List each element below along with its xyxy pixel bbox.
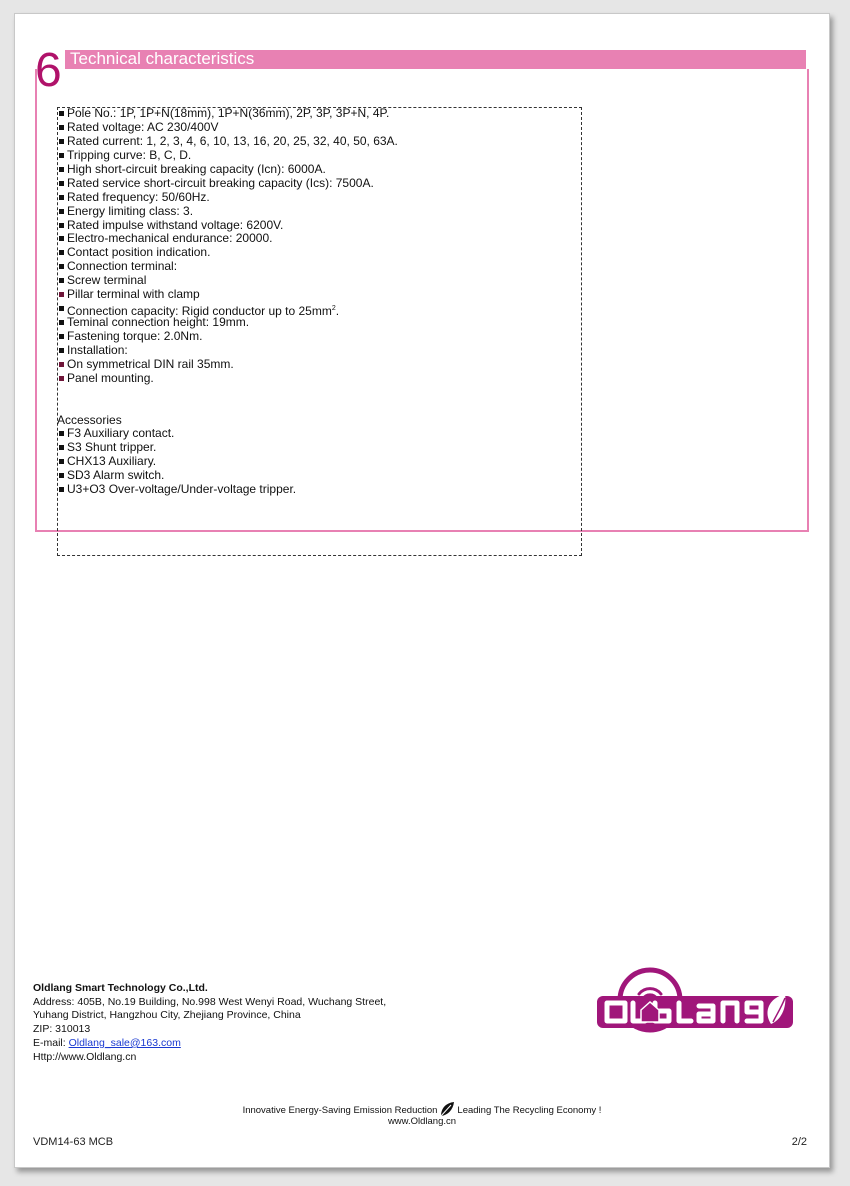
bullet-icon (59, 445, 64, 450)
bullet-icon (59, 264, 64, 269)
characteristic-item (59, 163, 398, 177)
slogan-right: Leading The Recycling Economy ! (457, 1105, 602, 1117)
superscript: 2 (331, 305, 336, 313)
accessory-text: SD3 Alarm switch. (67, 467, 165, 482)
characteristic-text: Energy limiting class: 3. (67, 203, 194, 218)
characteristic-item (59, 219, 398, 233)
email-label: E-mail: (33, 1036, 69, 1049)
characteristic-item (59, 246, 398, 260)
bullet-icon (59, 376, 64, 381)
accessory-text: F3 Auxiliary contact. (67, 426, 175, 440)
footer-page-number: 2/2 (791, 1136, 807, 1148)
accessories-heading: Accessories (57, 413, 122, 427)
bullet-icon (59, 348, 64, 353)
bullet-icon (59, 362, 64, 367)
bullet-icon (59, 195, 64, 200)
characteristic-item (59, 135, 398, 149)
characteristic-item (59, 316, 398, 330)
characteristic-item (59, 330, 398, 344)
accessory-text: CHX13 Auxiliary. (67, 453, 157, 468)
characteristic-text: Pole No.: 1P, 1P+N(18mm), 1P+N(36mm), 2P, 3P, 3P+N, 4P. (67, 106, 390, 120)
footer-model: VDM14-63 MCB (33, 1136, 114, 1148)
characteristic-item (59, 302, 398, 319)
characteristic-item (59, 107, 398, 121)
slogan-website: www.Oldlang.cn (387, 1116, 457, 1127)
bullet-icon (59, 111, 64, 116)
bullet-icon (59, 431, 64, 436)
characteristic-item (59, 177, 398, 191)
characteristic-text: Rated current: 1, 2, 3, 4, 6, 10, 13, 16, 20, 25, 32, 40, 50, 63A. (67, 133, 398, 148)
bullet-icon (59, 487, 64, 492)
bullet-icon (59, 320, 64, 325)
bullet-icon (59, 334, 64, 339)
characteristic-text: High short-circuit breaking capacity (Icn): 6000A. (67, 161, 326, 176)
characteristic-text: Electro-mechanical endurance: 20000. (67, 231, 273, 246)
characteristic-item (59, 121, 398, 135)
accessory-item (59, 441, 296, 455)
characteristics-list (59, 107, 398, 386)
slogan-left: Innovative Energy-Saving Emission Reduction (242, 1105, 438, 1117)
bullet-icon (59, 236, 64, 241)
accessory-item (59, 427, 296, 441)
company-info (33, 982, 386, 1064)
characteristic-text: Teminal connection height: 19mm. (67, 315, 250, 330)
section-number: 6 (35, 44, 62, 97)
bullet-icon (59, 153, 64, 158)
characteristic-item (59, 205, 398, 219)
oldlang-logo (595, 966, 795, 1038)
bullet-icon (59, 181, 64, 186)
bullet-icon (59, 223, 64, 228)
accessory-item (59, 469, 296, 483)
characteristic-text: Pillar terminal with clamp (67, 287, 200, 302)
characteristic-text: Rated service short-circuit breaking capacity (Ics): 7500A. (67, 175, 374, 190)
bullet-icon (59, 139, 64, 144)
characteristic-text: Connection capacity: Rigid conductor up to 25mm (67, 304, 332, 319)
characteristic-text: Rated voltage: AC 230/400V (67, 119, 219, 134)
bullet-icon (59, 209, 64, 214)
characteristic-item (59, 232, 398, 246)
characteristic-item (59, 191, 398, 205)
characteristic-item (59, 358, 398, 372)
company-zip: ZIP: 310013 (33, 1023, 91, 1036)
characteristic-item (59, 149, 398, 163)
characteristic-text: Rated frequency: 50/60Hz. (67, 189, 210, 204)
bullet-icon (59, 292, 64, 297)
characteristic-text: Screw terminal (67, 273, 147, 288)
bullet-icon (59, 306, 64, 311)
company-address-line2: Yuhang District, Hangzhou City, Zhejiang Province, China (33, 1009, 301, 1022)
company-website: Http://www.Oldlang.cn (33, 1050, 137, 1063)
document-page (14, 13, 830, 1168)
company-email-row (33, 1037, 386, 1051)
characteristic-text: Tripping curve: B, C, D. (67, 147, 192, 162)
accessory-text: U3+O3 Over-voltage/Under-voltage tripper. (67, 481, 297, 496)
email-link[interactable]: Oldlang_sale@163.com (68, 1036, 181, 1049)
characteristic-text: Contact position indication. (67, 245, 211, 260)
bullet-icon (59, 473, 64, 478)
characteristic-text: Panel mounting. (67, 370, 154, 385)
accessories-list (59, 427, 296, 497)
accessory-text: S3 Shunt tripper. (67, 439, 157, 454)
characteristic-item (59, 344, 398, 358)
characteristic-item (59, 288, 398, 302)
characteristic-text: Connection terminal: (67, 259, 178, 274)
bullet-icon (59, 125, 64, 130)
bullet-icon (59, 167, 64, 172)
characteristic-text: Rated impulse withstand voltage: 6200V. (67, 217, 284, 232)
characteristic-text: Installation: (67, 342, 128, 357)
accessory-item (59, 455, 296, 469)
section-title: Technical characteristics (70, 49, 255, 68)
characteristic-item (59, 274, 398, 288)
company-address-line1: Address: 405B, No.19 Building, No.998 West Wenyi Road, Wuchang Street, (33, 995, 387, 1008)
bullet-icon (59, 278, 64, 283)
characteristic-suffix: . (335, 304, 340, 319)
characteristic-item (59, 372, 398, 386)
company-name: Oldlang Smart Technology Co.,Ltd. (33, 982, 208, 994)
bullet-icon (59, 250, 64, 255)
accessory-item (59, 483, 296, 497)
characteristic-item (59, 260, 398, 274)
bullet-icon (59, 459, 64, 464)
characteristic-text: On symmetrical DIN rail 35mm. (67, 356, 234, 371)
characteristic-text: Fastening torque: 2.0Nm. (67, 329, 203, 343)
